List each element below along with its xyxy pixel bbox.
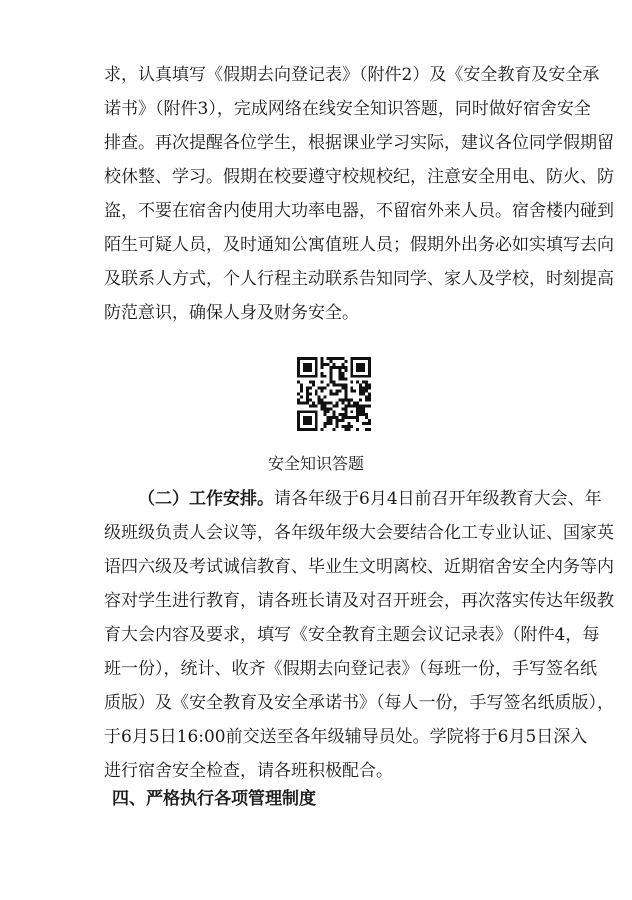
text-line: 语四六级及考试诚信教育、毕业生文明离校、近期宿舍安全内务等内 [104, 557, 614, 577]
text-line: 质版）及《安全教育及安全承诺书》（每人一份，手写签名纸质版）， [104, 693, 614, 713]
text-line: 排查。再次提醒各位学生，根据课业学习实际，建议各位同学假期留 [104, 133, 614, 153]
text-line: 及联系人方式，个人行程主动联系告知同学、家人及学校，时刻提高 [104, 269, 614, 289]
qr-code-icon[interactable] [297, 357, 371, 431]
text-line: 于6月5日16:00前交送至各年级辅导员处。学院将于6月5日深入 [104, 727, 588, 747]
paragraph-work-arrangement [104, 482, 614, 788]
text-line: 育大会内容及要求，填写《安全教育主题会议记录表》（附件4，每 [104, 625, 600, 645]
text-line: 班一份），统计、收齐《假期去向登记表》（每班一份，手写签名纸 [104, 659, 597, 679]
text-run: 请各年级于6月4日前召开年级教育大会、年 [274, 489, 602, 509]
qr-caption: 安全知识答题 [267, 454, 364, 473]
text-line: 盗，不要在宿舍内使用大功率电器，不留宿外来人员。宿舍楼内碰到 [104, 201, 614, 221]
section-label: （二）工作安排。 [138, 489, 274, 509]
text-line: 陌生可疑人员，及时通知公寓值班人员；假期外出务必如实填写去向 [104, 235, 614, 255]
text-line: 进行宿舍安全检查，请各班积极配合。 [104, 761, 393, 781]
paragraph-safety-instructions [104, 58, 614, 330]
text-line: 容对学生进行教育，请各班长请及对召开班会，再次落实传达年级教 [104, 591, 614, 611]
text-line: 防范意识，确保人身及财务安全。 [104, 303, 359, 323]
text-line: 诺书》（附件3），完成网络在线安全知识答题，同时做好宿舍安全 [104, 99, 591, 119]
text-line-first [104, 482, 602, 516]
section-heading: 四、严格执行各项管理制度 [112, 789, 316, 809]
text-line: 求，认真填写《假期去向登记表》（附件2）及《安全教育及安全承 [104, 65, 600, 85]
text-line: 校休整、学习。假期在校要遵守校规校纪，注意安全用电、防火、防 [104, 167, 614, 187]
text-line: 级班级负责人会议等，各年级年级大会要结合化工专业认证、国家英 [104, 523, 614, 543]
